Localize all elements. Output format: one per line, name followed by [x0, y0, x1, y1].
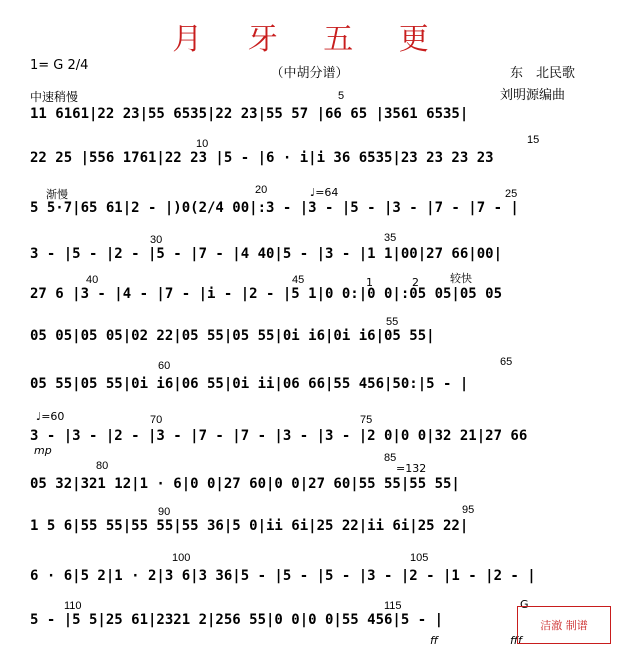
subtitle: （中胡分谱）	[270, 66, 349, 81]
mp-dynamic: mp	[34, 444, 52, 457]
measure-number: 85	[384, 452, 397, 464]
tempo-mark-64: ♩=64	[310, 186, 339, 199]
measure-number: 115	[384, 600, 402, 612]
measure-number: 100	[172, 552, 191, 564]
measure-number: 95	[462, 504, 475, 516]
faster-mark: 较快	[450, 272, 472, 285]
measure-number: 75	[360, 414, 373, 426]
measure-number: 55	[386, 316, 399, 328]
score-row-5: 27 6 |3 - |4 - |7 - |i - |2 - |5 1|0 0:|0 0|:05 05|05 05	[30, 286, 503, 302]
measure-number: 20	[255, 184, 268, 196]
page-title: 月 牙 五 更	[172, 22, 447, 57]
score-row-6: 05 05|05 05|02 22|05 55|05 55|0i i6|0i i6|05 55|	[30, 328, 435, 344]
score-row-1: 11 6161|22 23|55 6535|22 23|55 57 |66 65 |3561 6535|	[30, 106, 469, 122]
measure-number: 70	[150, 414, 163, 426]
tempo-mark-132: =132	[396, 462, 427, 475]
measure-number: 65	[500, 356, 513, 368]
maker-stamp: 洁澈 制谱	[517, 606, 611, 644]
score-row-4: 3 - |5 - |2 - |5 - |7 - |4 40|5 - |3 - |1 1|00|27 66|00|	[30, 246, 503, 262]
measure-number: 110	[64, 600, 82, 612]
volta-2: 2	[412, 276, 419, 289]
score-row-10: 1 5 6|55 55|55 55|55 36|5 0|ii 6i|25 22|ii 6i|25 22|	[30, 518, 469, 534]
origin-label: 东 北民歌	[510, 66, 576, 81]
fff-dynamic: fff	[510, 634, 522, 647]
score-row-9: 05 32|321 12|1 · 6|0 0|27 60|0 0|27 60|55 55|55 55|	[30, 476, 460, 492]
measure-number: 25	[505, 188, 518, 200]
volta-1: 1	[366, 276, 373, 289]
measure-number: 105	[410, 552, 429, 564]
measure-number: 35	[384, 232, 397, 244]
score-row-2: 22 25 |556 1761|22 23 |5 - |6 · i|i 36 6535|23 23 23 23	[30, 150, 494, 166]
tempo-mark-60: ♩=60	[36, 410, 65, 423]
score-row-12: 5 - |5 5|25 61|2321 2|256 55|0 0|0 0|55 456|5 - |	[30, 612, 444, 628]
slowing-mark: 渐慢	[46, 188, 68, 201]
measure-number: 60	[158, 360, 171, 372]
measure-number: 40	[86, 274, 99, 286]
measure-number: 80	[96, 460, 109, 472]
tempo-initial: 中速稍慢	[30, 90, 79, 104]
score-row-8: 3 - |3 - |2 - |3 - |7 - |7 - |3 - |3 - |2 0|0 0|32 21|27 66	[30, 428, 528, 444]
ff-dynamic: ff	[430, 634, 438, 647]
g-mark: G	[520, 598, 529, 611]
score-row-7: 05 55|05 55|0i i6|06 55|0i ii|06 66|55 456|50:|5 - |	[30, 376, 469, 392]
measure-number: 10	[196, 138, 209, 150]
measure-number: 45	[292, 274, 305, 286]
score-row-11: 6 · 6|5 2|1 · 2|3 6|3 36|5 - |5 - |5 - |3 - |2 - |1 - |2 - |	[30, 568, 536, 584]
measure-number: 5	[338, 90, 345, 102]
arranger-label: 刘明源编曲	[500, 88, 566, 103]
measure-number: 15	[527, 134, 540, 146]
key-signature: 1= G 2/4	[30, 58, 89, 73]
measure-number: 90	[158, 506, 171, 518]
measure-number: 30	[150, 234, 163, 246]
score-row-3: 5 5·7|65 61|2 - |)0(2/4 00|:3 - |3 - |5 - |3 - |7 - |7 - |	[30, 200, 519, 216]
